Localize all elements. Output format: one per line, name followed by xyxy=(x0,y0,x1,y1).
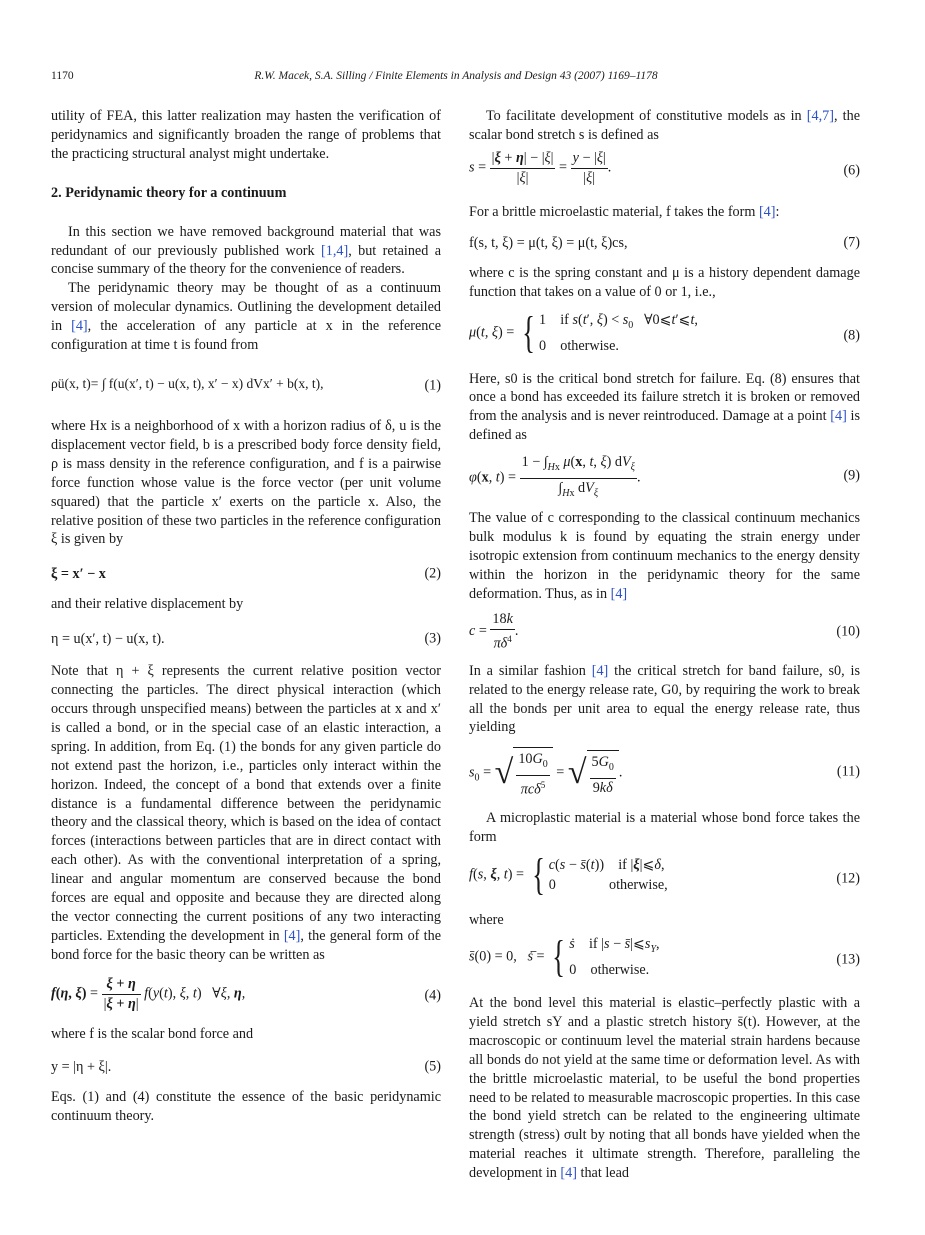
equation-3-body: η = u(x′, t) − u(x, t). xyxy=(51,631,165,648)
paragraph: where f is the scalar bond force and xyxy=(51,1025,254,1042)
paragraph: where xyxy=(469,912,504,929)
section-title: 2. Peridynamic theory for a continuum xyxy=(51,184,287,201)
citation-link[interactable]: [4] xyxy=(830,408,847,425)
equation-number: (11) xyxy=(836,763,860,780)
citation-link[interactable]: [4,7] xyxy=(806,108,834,124)
equation-number: (3) xyxy=(424,630,441,647)
equation-7 xyxy=(469,230,860,256)
equation-13 xyxy=(469,932,860,988)
equation-11 xyxy=(469,743,860,801)
citation-link[interactable]: [4] xyxy=(610,585,628,602)
citation-link[interactable]: [1,4] xyxy=(321,242,349,259)
equation-5-body: y = |η + ξ|. xyxy=(51,1058,112,1075)
equation-3 xyxy=(51,626,441,652)
paragraph: Eqs. (1) and (4) constitute the essence of the basic peridynamic continuum theory. xyxy=(51,1088,441,1124)
page-header xyxy=(51,70,861,88)
citation-link[interactable]: [4] xyxy=(283,927,301,944)
paragraph: For a brittle microelastic material, f takes the form [4]: xyxy=(469,203,780,220)
equation-12 xyxy=(469,851,860,907)
right-column xyxy=(469,107,860,1183)
citation-link[interactable]: [4] xyxy=(758,203,776,220)
paragraph: Here, s0 is the critical bond stretch for failure. Eq. (8) ensures that once a bond has exceeded its failure stretch it is broken or removed from the analysis and is never reintroduced. Damage at a point [4] is defined as xyxy=(469,370,861,444)
equation-4-body: f(η, ξ) = $\frac{\xi + \eta}{|\xi + \eta|}$ f(y(t), ξ, t) ∀ξ, η, xyxy=(51,975,246,1012)
equation-number: (4) xyxy=(424,987,441,1004)
paragraph: In a similar fashion [4] the critical stretch for band failure, s0, is related to the energy release rate, G0, by requiring the work to break all the bonds per unit area to equal the energy release rate, thus yielding xyxy=(469,662,860,736)
citation-link[interactable]: [4] xyxy=(591,662,609,679)
equation-9-body: φ(x, t) = $1 - \int_{Hx}$ μ(x, t, ξ) $dV_\xi$ $\int_{Hx}$ $dV_\xi$ . xyxy=(469,454,641,500)
equation-1 xyxy=(51,361,441,411)
equation-4 xyxy=(51,973,441,1019)
equation-number: (1) xyxy=(424,377,441,394)
paragraph: where Hx is a neighborhood of x with a horizon radius of δ, u is the displacement vector field, b is a prescribed body force density field, ρ is mass density in the reference configuration, and f is a pairwise force function whose value is the force vector (per unit volume squared) that the particle x′ exerts on the particle x. Also, the relative position of these two particles in the reference configuration ξ is given by xyxy=(51,417,441,548)
equation-12-body: f(s, ξ, t) = { c(s − s̄(t)) if |ξ|⩽δ, 0 otherwise, xyxy=(469,850,668,900)
citation-link[interactable]: [4] xyxy=(560,1165,577,1182)
equation-13-body: s̄(0) = 0, ṡ̄ = { ṡ if $|s - s̄|⩽s_Y$, 0 otherwise. xyxy=(469,932,660,982)
equation-number: (8) xyxy=(843,327,860,344)
paragraph: At the bond level this material is elastic–perfectly plastic with a yield stretch sY and a plastic stretch history s̄(t). However, at the macroscopic or continuum level the material strain hardens because all bonds do not yield at the same time or deformation level. As with the brittle microelastic material, to be useful the bond properties need to be related to measurable macroscopic properties. In this case the bond yield stretch can be related to the engineering ultimate strength (stress) σult by noting that all bonds have yielded when the material reaches it ultimate strength. Therefore, paralleling the development in [4] that lead xyxy=(469,995,860,1182)
paragraph: To facilitate development of constitutive models as in [4,7], the scalar bond stretch s is defined as xyxy=(469,108,860,143)
paragraph: The value of c corresponding to the classical continuum mechanics bulk modulus k is found by equating the strain energy under isotropic extension from continuum mechanics to the energy density within the horizon in the peridynamic theory for the same deformation. Thus, as in [4] xyxy=(469,510,860,602)
equation-number: (7) xyxy=(843,234,860,251)
left-column xyxy=(51,107,441,1125)
equation-8-body: μ(t, ξ) = { 1 if s(t′, $\xi) < s_0$ ∀0⩽t′⩽t, 0 otherwise. xyxy=(469,307,698,357)
equation-number: (10) xyxy=(836,623,860,640)
equation-7-body: f(s, t, ξ) = μ(t, ξ) = μ(t, ξ)cs, xyxy=(469,234,628,251)
paragraph: A microplastic material is a material whose bond force takes the form xyxy=(469,810,860,846)
paragraph: The peridynamic theory may be thought of as a continuum version of molecular dynamics. Outlining the development detailed in [4], the acceleration of any particle at x in the reference configuration at time t is found from xyxy=(51,280,441,354)
equation-10 xyxy=(469,610,860,654)
equation-10-body: c = $\frac{18k}{\pi\delta^4}$ . xyxy=(469,610,519,652)
paragraph: Note that η + ξ represents the current relative position vector connecting the particles. The direct physical interaction (which occurs through unspecified means) between the particles at x and x′ is called a bond, or in the special case of an elastic interaction, a spring. In addition, from Eq. (1) the bonds for any given particle do not extend past the horizon, i.e., particles only interact within the horizon. Indeed, the concept of a bond that extends over a finite distance is a fundamental difference between the peridynamic theory and the classical theory, which is based on the idea of contact forces (interactions between particles that are in direct contact with each other). As with the conventional interpretation of a spring, linear and angular momentum are conserved because the bond forces are equal and opposite and because they are directed along the vector connecting the current positions of any two interacting particles. Extending the development in [4], the general form of the bond force for the basic theory can be written as xyxy=(51,663,441,963)
equation-number: (12) xyxy=(836,870,860,887)
running-title: R.W. Macek, S.A. Silling / Finite Elements in Analysis and Design 43 (2007) 1169–1178 xyxy=(254,70,658,82)
equation-number: (6) xyxy=(843,162,860,179)
equation-5 xyxy=(51,1054,441,1080)
citation-link[interactable]: [4] xyxy=(71,318,88,335)
page-number: 1170 xyxy=(51,70,74,82)
equation-8 xyxy=(469,308,860,364)
equation-2-body: ξ = x′ − x xyxy=(51,566,106,583)
paragraph: utility of FEA, this latter realization may hasten the verification of peridynamics and significantly broaden the range of problems that the practicing structural analyst might undertake. xyxy=(51,108,441,162)
paragraph: In this section we have removed background material that was redundant of our previously published work [1,4], but retained a concise summary of the theory for the convenience of readers. xyxy=(51,223,441,278)
paragraph: where c is the spring constant and μ is a history dependent damage function that takes on a value of 0 or 1, i.e., xyxy=(469,264,860,300)
paragraph: and their relative displacement by xyxy=(51,596,244,613)
equation-1-body: ρü(x, t)= ∫ f(u(x′, t) − u(x, t), x′ − x) dVx′ + b(x, t), xyxy=(51,375,324,391)
equation-number: (2) xyxy=(424,565,441,582)
equation-6 xyxy=(469,149,860,193)
equation-9 xyxy=(469,451,860,501)
equation-number: (13) xyxy=(836,951,860,968)
equation-number: (5) xyxy=(424,1058,441,1075)
equation-2 xyxy=(51,561,441,587)
equation-11-body: $s_0$ = √ $10G_0$ πcδ$^5$ = √ $\frac{5G_0}{9k\delta}$ . xyxy=(469,747,622,800)
equation-number: (9) xyxy=(843,467,860,484)
equation-6-body: s = $\frac{|\xi + \eta| - |\xi|}{|\xi|}$ = $\frac{y - |\xi|}{|\xi|}$ . xyxy=(469,149,612,186)
